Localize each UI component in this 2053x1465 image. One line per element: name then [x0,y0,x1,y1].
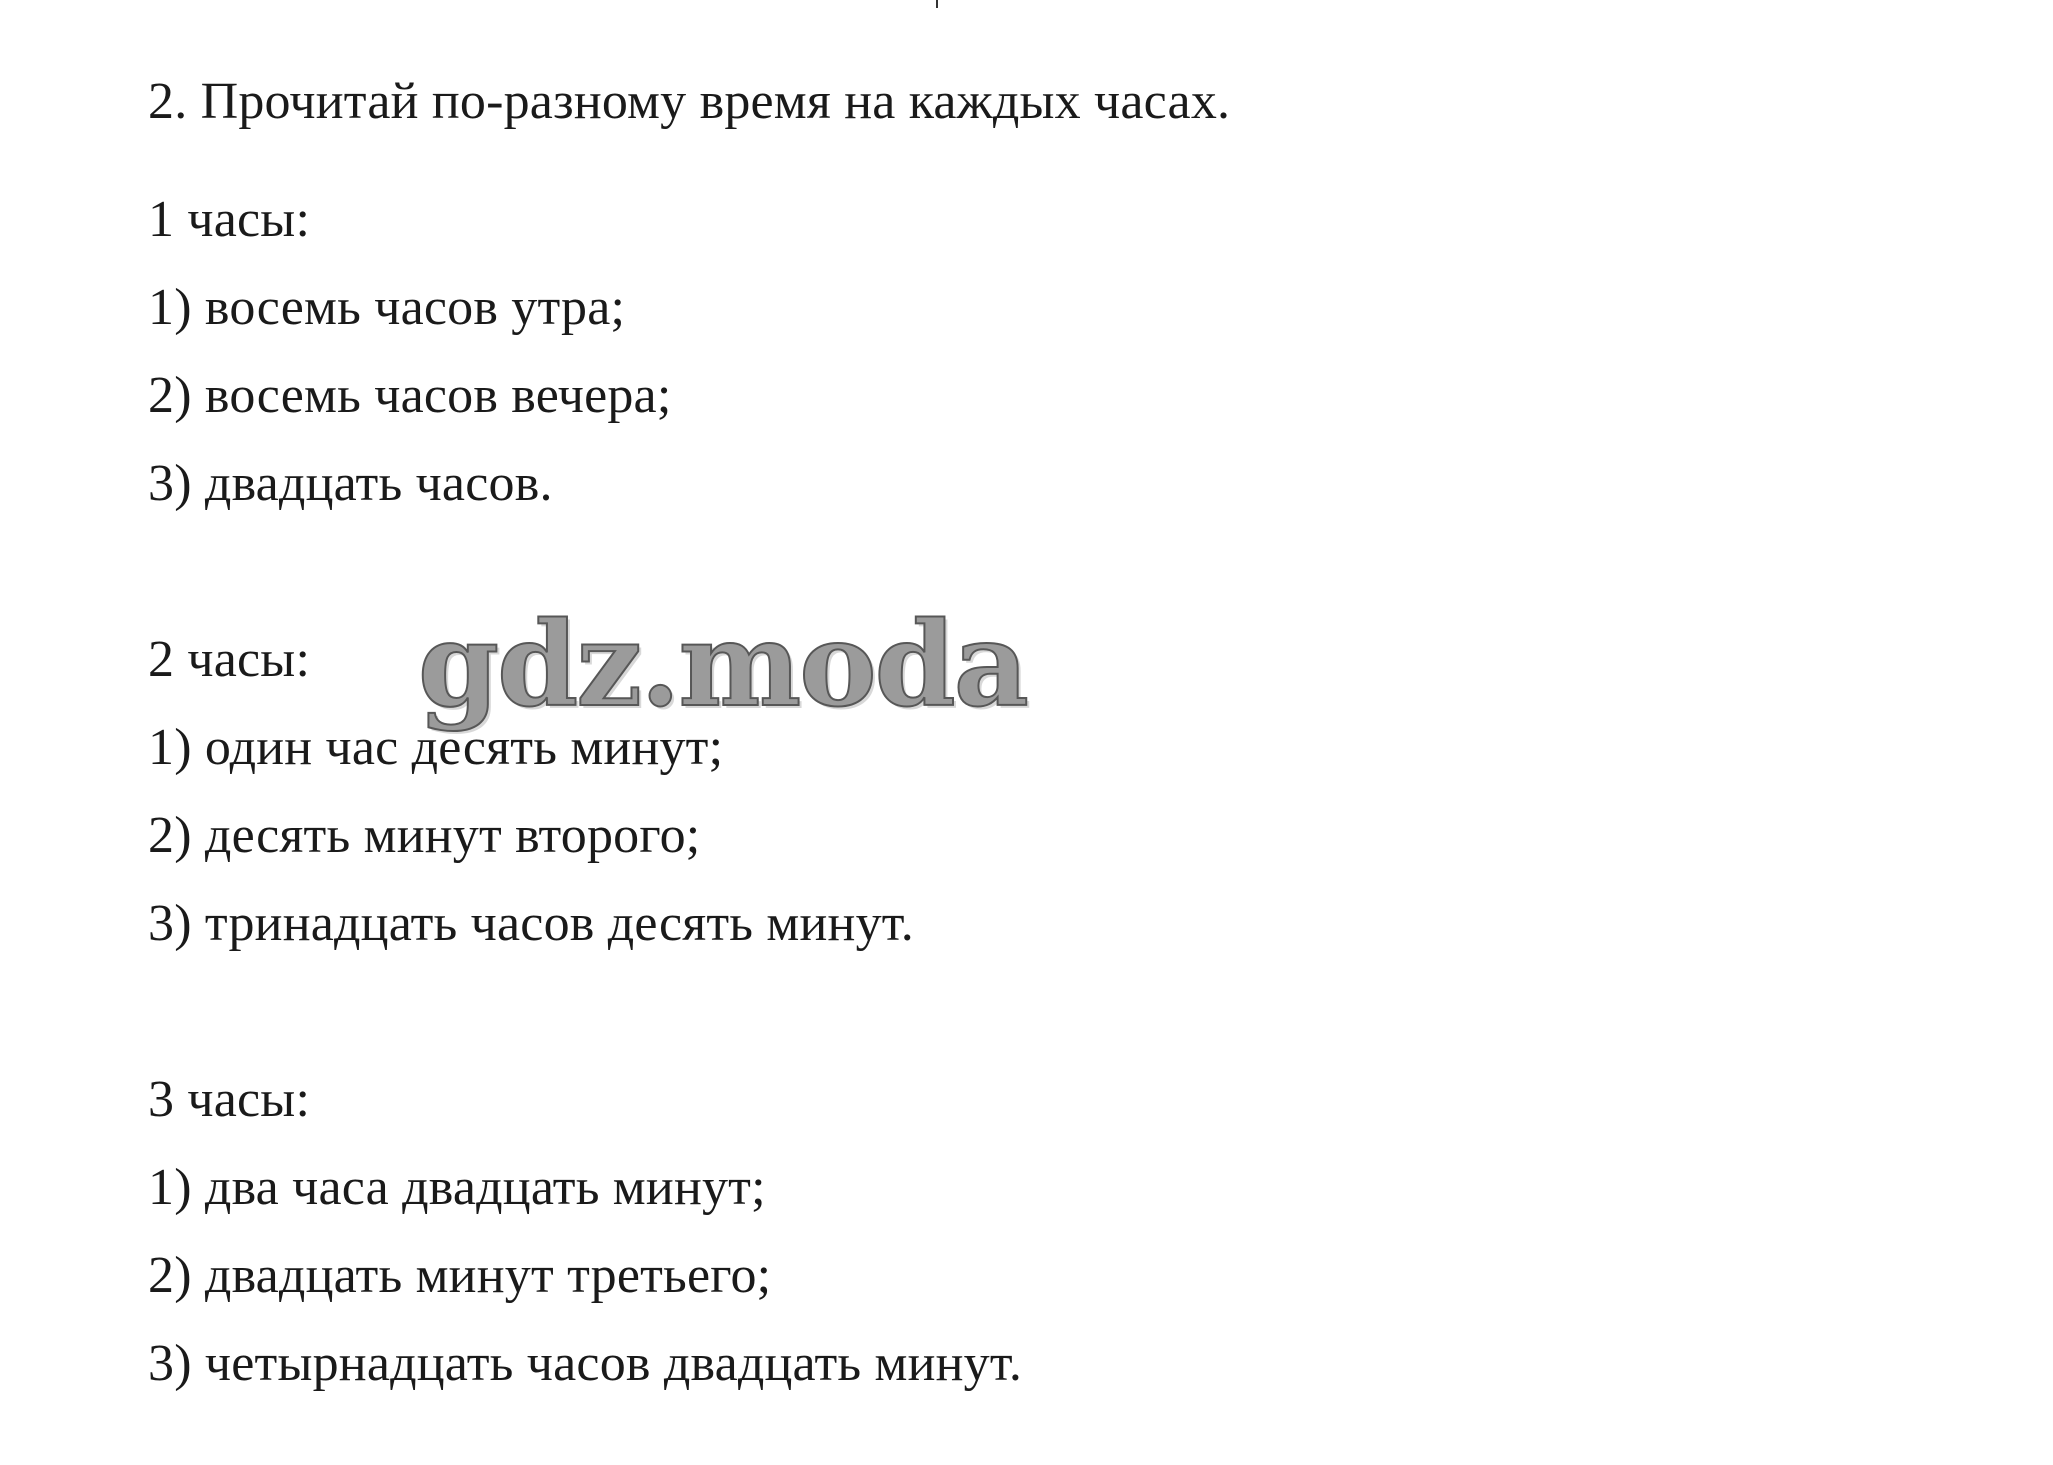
clock-2-heading: 2 часы: [148,631,311,688]
clock-1-answer-3: 3) двадцать часов. [148,455,553,512]
clock-1-answer-2: 2) восемь часов вечера; [148,367,672,424]
clock-3-answer-2: 2) двадцать минут третьего; [148,1247,772,1304]
clock-2-answer-2: 2) десять минут второго; [148,807,701,864]
clock-3-answer-3: 3) четырнадцать часов двадцать минут. [148,1335,1023,1392]
clock-1-answer-1: 1) восемь часов утра; [148,279,626,336]
clock-2-answer-1: 1) один час десять минут; [148,719,724,776]
clock-1-heading: 1 часы: [148,191,311,248]
watermark: gdz.moda [418,597,1027,733]
clock-3-heading: 3 часы: [148,1071,311,1128]
task-title: 2. Прочитай по-разному время на каждых часах. [148,73,1231,130]
page-edge-mark [936,0,938,8]
clock-3-answer-1: 1) два часа двадцать минут; [148,1159,766,1216]
clock-2-answer-3: 3) тринадцать часов десять минут. [148,895,914,952]
